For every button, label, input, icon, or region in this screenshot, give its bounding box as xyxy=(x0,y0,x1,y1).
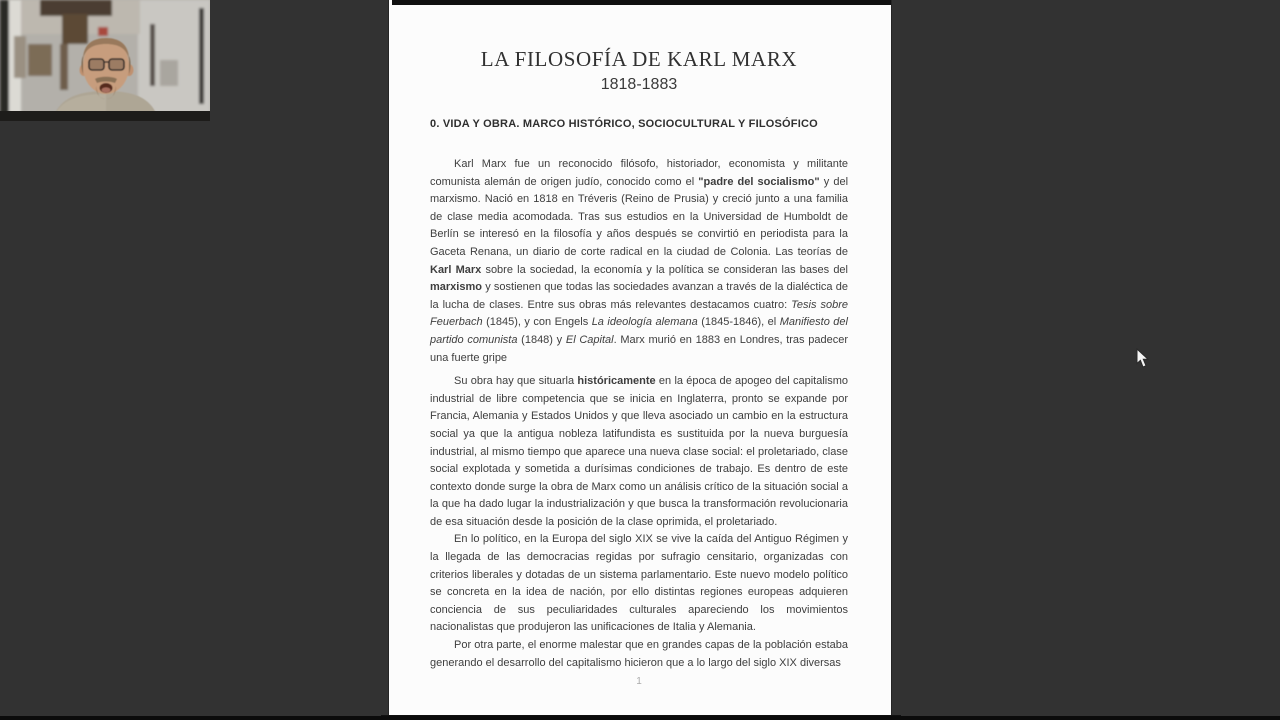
section-heading: 0. VIDA Y OBRA. MARCO HISTÓRICO, SOCIOCULTURAL Y FILOSÓFICO xyxy=(430,118,818,130)
document-subtitle: 1818-1883 xyxy=(600,76,678,93)
paragraph-3: En lo político, en la Europa del siglo XIX se vive la caída del Antiguo Régimen y la llegada de las democracias regidas por sufragio censitario, organizadas con criterios liberales y dotadas de un sistema parlamentario. Este nuevo modelo político se concreta en la idea de nación, por ello distintas regiones europeas adquieren conciencia de sus peculiaridades culturales apareciendo los movimientos nacionalistas que produjeron las unificaciones de Italia y Alemania. xyxy=(430,533,848,634)
paragraph-2: Su obra hay que situarla históricamente en la época de apogeo del capitalismo industrial de libre competencia que se inicia en Inglaterra, pronto se expande por Francia, Alemania y Estados Unidos y que lleva asociado un cambio en la estructura social ya que la antigua nobleza latifundista es sustituida por la nueva burguesía industrial, al mismo tiempo que aparece una nueva clase social: el proletariado, clase social explotada y sometida a durísimas condiciones de trabajo. Es dentro de este contexto donde surge la obra de Marx como un análisis crítico de la situación social a la que ha dado lugar la industrialización y que busca la transformación revolucionaria de esa situación desde la posición de la clase oprimida, el proletariado. xyxy=(430,375,848,528)
mouse-cursor xyxy=(1136,348,1150,369)
paragraph-4: Por otra parte, el enorme malestar que en grandes capas de la población estaba generando el desarrollo del capitalismo hicieron que a lo largo del siglo XIX diversas xyxy=(430,639,848,669)
letterbox-bottom xyxy=(0,716,1280,720)
webcam-overlay xyxy=(0,0,210,121)
document-title: LA FILOSOFÍA DE KARL MARX xyxy=(480,47,798,71)
webcam-video-icon xyxy=(0,0,210,121)
document-body xyxy=(430,156,848,672)
paragraph-1: Karl Marx fue un reconocido filósofo, historiador, economista y militante comunista alemán de origen judío, conocido como el "padre del socialismo" y del marxismo. Nació en 1818 en Tréveris (Reino de Prusia) y creció junto a una familia de clase media acomodada. Tras sus estudios en la Universidad de Humboldt de Berlín se interesó en la filosofía y años después se convirtió en periodista para la Gaceta Renana, un diario de corte radical en la ciudad de Colonia. Las teorías de Karl Marx sobre la sociedad, la economía y la política se consideran las bases del marxismo y sostienen que todas las sociedades avanzan a través de la dialéctica de la lucha de clases. Entre sus obras más relevantes destacamos cuatro: Tesis sobre Feuerbach (1845), y con Engels La ideología alemana (1845-1846), el Manifiesto del partido comunista (1848) y El Capital. Marx murió en 1883 en Londres, tras padecer una fuerte gripe xyxy=(430,158,849,364)
page-content xyxy=(430,5,848,687)
document-page xyxy=(389,0,891,716)
page-number: 1 xyxy=(636,676,642,688)
